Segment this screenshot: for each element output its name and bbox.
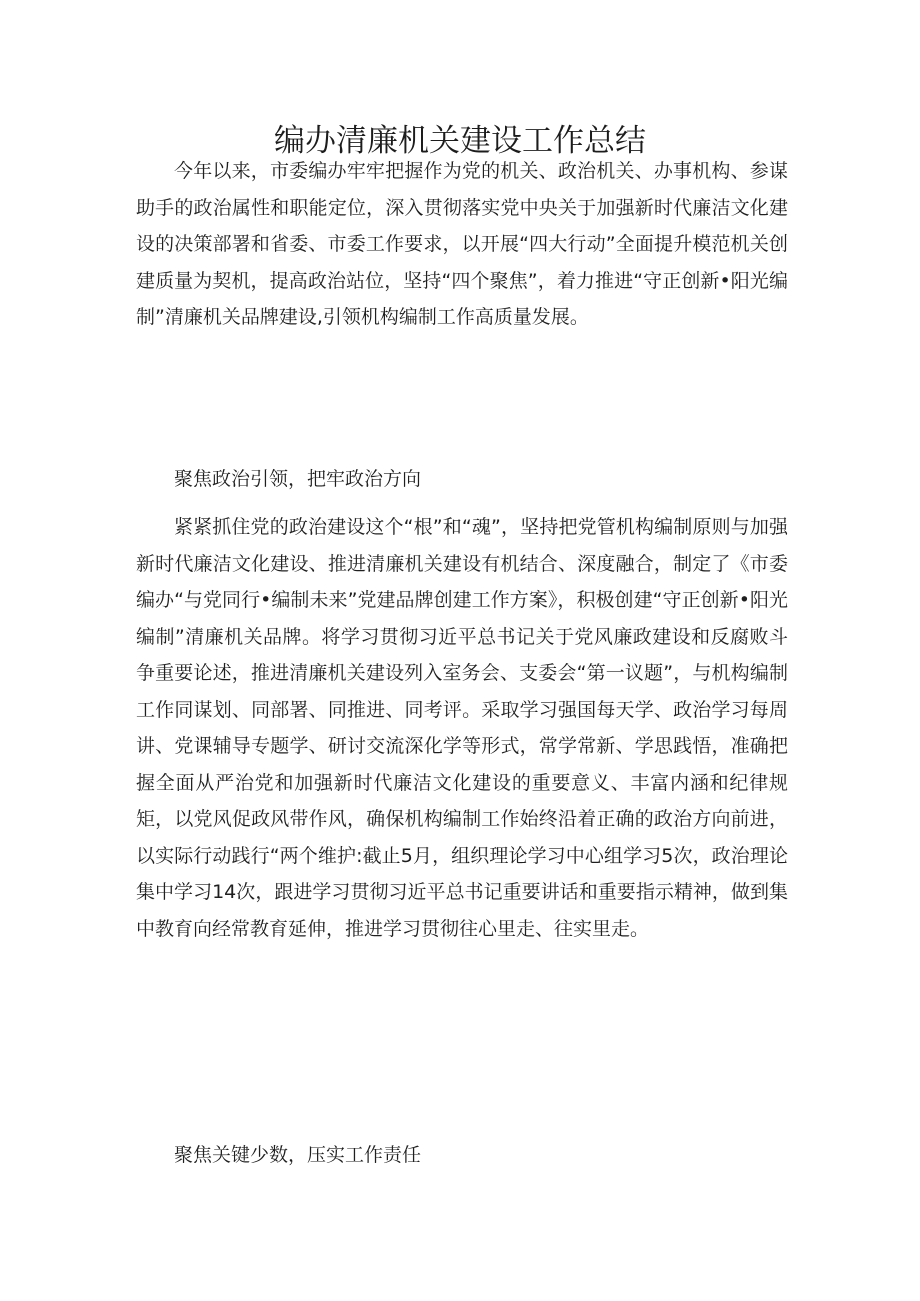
paragraph-political-guidance: 紧紧抓住党的政治建设这个“根”和“魂”，坚持把党管机构编制原则与加强新时代廉洁文化建设、推进清廉机关建设有机结合、深度融合，制定了《市委编办“与党同行•编制未来”党建品牌创建工作方案》，积极创建“守正创新•阳光编制”清廉机关品牌。将学习贯彻习近平总书记关于党风廉政建设和反腐败斗争重要论述，推进清廉机关建设列入室务会、支委会“第一议题”，与机构编制工作同谋划、同部署、同推进、同考评。采取学习强国每天学、政治学习每周讲、党课辅导专题学、研讨交流深化学等形式，常学常新、学思践悟，准确把握全面从严治党和加强新时代廉洁文化建设的重要意义、丰富内涵和纪律规矩，以党风促政风带作风，确保机构编制工作始终沿着正确的政治方向前进，以实际行动践行“两个维护:截止5月，组织理论学习中心组学习5次，政治理论集中学习14次，跟进学习贯彻习近平总书记重要讲话和重要指示精神，做到集中教育向经常教育延伸，推进学习贯彻往心里走、往实里走。	[136, 516, 788, 940]
section-heading-political-guidance: 聚焦政治引领，把牢政治方向	[174, 468, 422, 490]
paragraph-intro: 今年以来，市委编办牢牢把握作为党的机关、政治机关、办事机构、参谋助手的政治属性和职能定位，深入贯彻落实党中央关于加强新时代廉洁文化建设的决策部署和省委、市委工作要求，以开展“四大行动”全面提升模范机关创建质量为契机，提高政治站位，坚持“四个聚焦”，着力推进“守正创新•阳光编制”清廉机关品牌建设,引领机构编制工作高质量发展。	[136, 160, 788, 328]
document-title: 编办清廉机关建设工作总结	[274, 123, 646, 159]
section-heading-key-minority: 聚焦关键少数，压实工作责任	[174, 1144, 422, 1166]
